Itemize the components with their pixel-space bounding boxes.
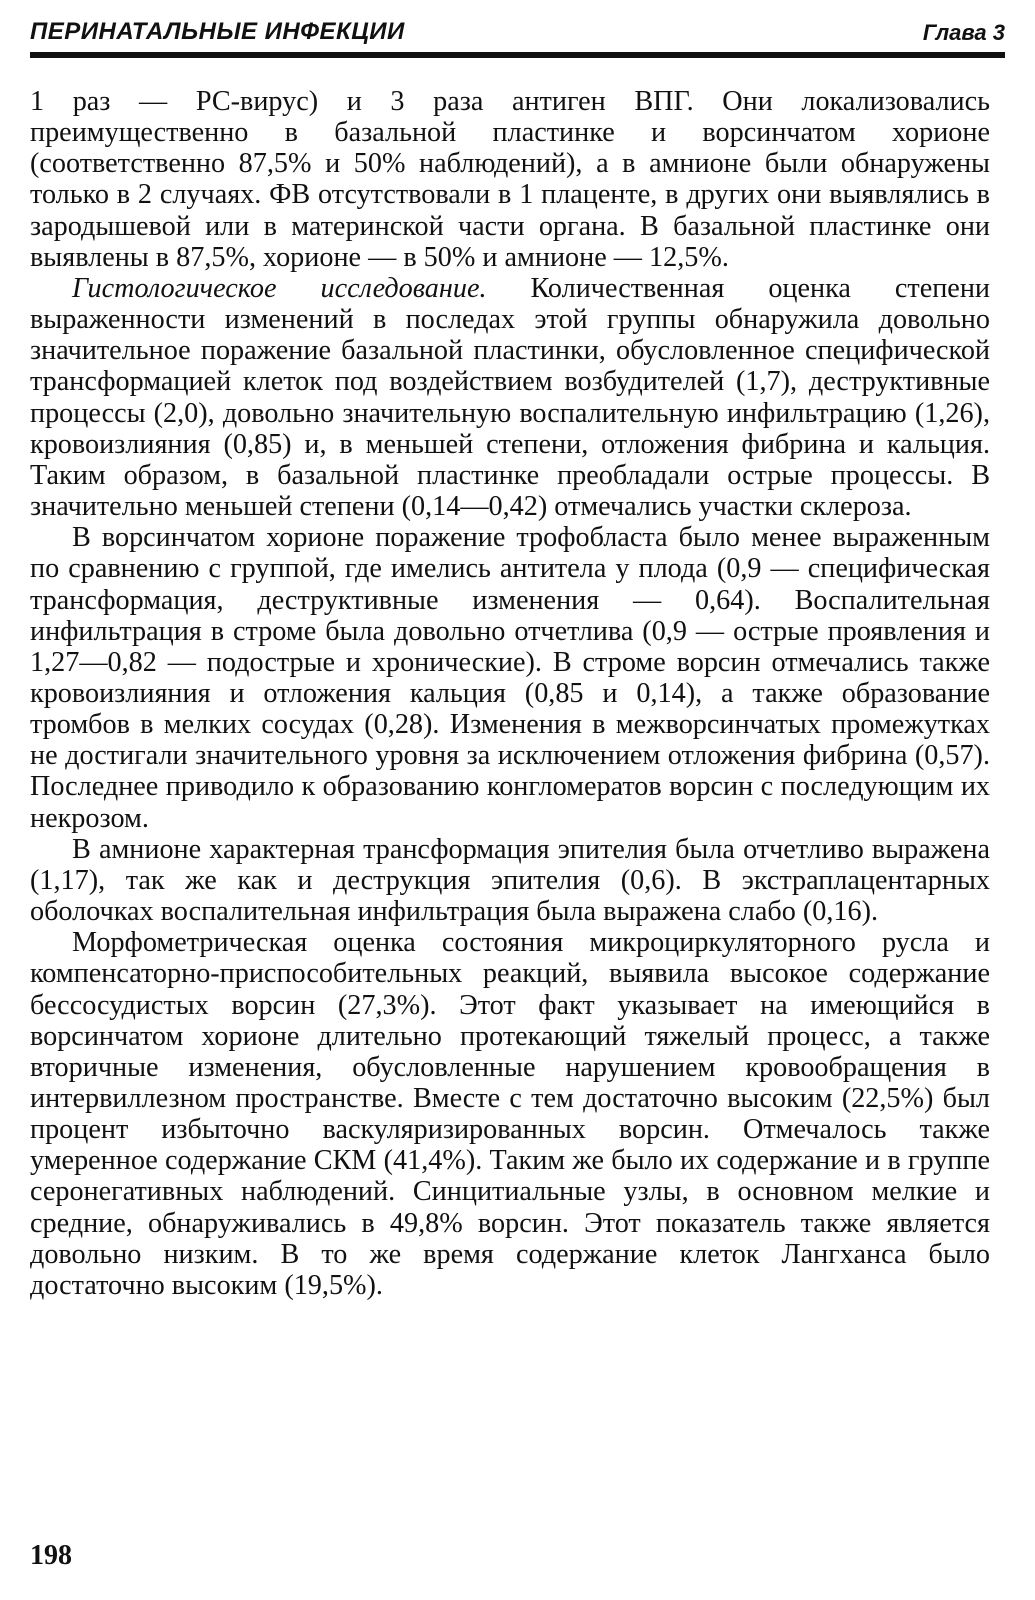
body-text <box>30 86 990 1301</box>
paragraph-5 <box>30 927 990 1301</box>
paragraph-3-text: В ворсинчатом хорионе поражение трофобласта было менее выраженным по сравнению с группой, где имелись антитела у плода (0,9 — специфическая трансформация, деструктивные изменения — 0,64). Воспалительная инфильтрация в строме была довольно отчетлива (0,9 — острые проявления и 1,27—0,82 — подострые и хронические). В строме ворсин отмечались также кровоизлияния и отложения кальция (0,85 и 0,14), а также образование тромбов в мелких сосудах (0,28). Изменения в межворсинчатых промежутках не достигали значительного уровня за исключением отложения фибрина (0,57). Последнее приводило к образованию конгломератов ворсин с последующим их некрозом. <box>30 522 990 834</box>
page-number: 198 <box>30 1540 72 1571</box>
running-header <box>30 14 1005 48</box>
paragraph-4-text: В амнионе характерная трансформация эпителия была отчетливо выражена (1,17), так же как и деструкция эпителия (0,6). В экстраплацентарных оболочках воспалительная инфильтрация была выражена слабо (0,16). <box>30 833 990 928</box>
paragraph-1-text: 1 раз — РС-вирус) и 3 раза антиген ВПГ. Они локализовались преимущественно в базальной пластинке и ворсинчатом хорионе (соответственно 87,5% и 50% наблюдений), а в амнионе были обнаружены только в 2 случаях. ФВ отсутствовали в 1 плаценте, в других они выявлялись в зародышевой или в материнской части органа. В базальной пластинке они выявлены в 87,5%, хорионе — в 50% и амнионе — 12,5%. <box>30 86 990 273</box>
running-header-chapter: Глава 3 <box>922 20 1005 45</box>
paragraph-5-text: Морфометрическая оценка состояния микроциркуляторного русла и компенсаторно-приспособительных реакций, выявила высокое содержание бессосудистых ворсин (27,3%). Этот факт указывает на имеющийся в ворсинчатом хорионе длительно протекающий тяжелый процесс, а также вторичные изменения, обусловленные нарушением кровообращения в интервиллезном пространстве. Вместе с тем достаточно высоким (22,5%) был процент избыточно васкуляризированных ворсин. Отмечалось также умеренное содержание СКМ (41,4%). Таким же было их содержание и в группе серонегативных наблюдений. Синцитиальные узлы, в основном мелкие и средние, обнаруживались в 49,8% ворсин. Этот показатель также является довольно низким. В то же время содержание клеток Лангханса было достаточно высоким (19,5%). <box>30 927 990 1301</box>
header-rule <box>30 52 1005 58</box>
running-header-section-title: ПЕРИНАТАЛЬНЫЕ ИНФЕКЦИИ <box>30 18 405 45</box>
paragraph-3 <box>30 522 990 834</box>
paragraph-2-text: Количественная оценка степени выраженности изменений в последах этой группы обнаружила довольно значительное поражение базальной пластинки, обусловленное специфической трансформацией клеток под воздействием возбудителей (1,7), деструктивные процессы (2,0), довольно значительную воспалительную инфильтрацию (1,26), кровоизлияния (0,85) и, в меньшей степени, отложения фибрина и кальция. Таким образом, в базальной пластинке преобладали острые процессы. В значительно меньшей степени (0,14—0,42) отмечались участки склероза. <box>30 272 990 523</box>
paragraph-1 <box>30 86 990 273</box>
paragraph-4 <box>30 834 990 927</box>
paragraph-2 <box>30 273 990 522</box>
paragraph-2-lead-italic: Гистологическое исследование. <box>72 272 487 304</box>
